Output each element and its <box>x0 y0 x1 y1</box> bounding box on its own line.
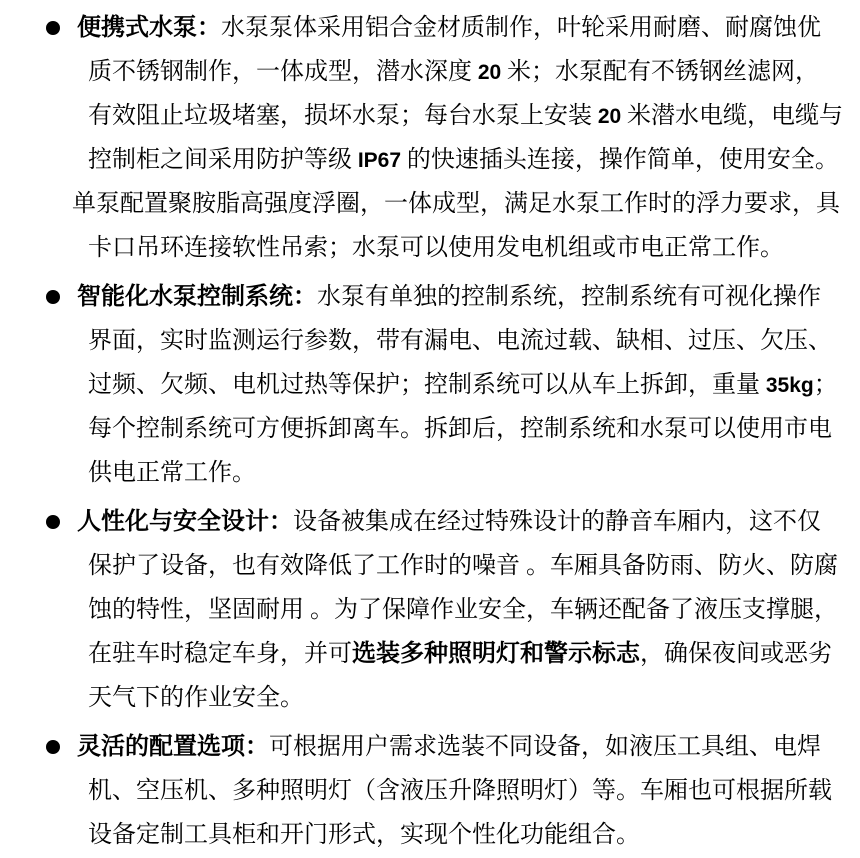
text-run: 每个控制系统可方便拆卸离车。拆卸后，控制系统和水泵可以使用市电 <box>88 416 832 442</box>
latin-text-run: IP67 <box>352 149 407 172</box>
bullet-list-item <box>72 6 844 270</box>
bold-text-run: 选装多种照明灯和警示标志 <box>352 640 640 667</box>
bold-text-run: 智能化水泵控制系统： <box>77 283 317 310</box>
text-run: 天气下的作业安全。 <box>88 685 304 711</box>
bold-text-run: 人性化与安全设计： <box>77 508 293 535</box>
text-line <box>88 226 812 270</box>
text-run: 质不锈钢制作，一体成型，潜水深度 <box>88 59 472 85</box>
latin-text-run: 20 <box>592 105 628 128</box>
text-run: 水泵泵体采用铝合金材质制作，叶轮采用耐磨、耐腐蚀优 <box>221 15 821 41</box>
text-run: 过频、欠频、电机过热等保护；控制系统可以从车上拆卸，重量 <box>88 372 760 398</box>
bullet-icon <box>46 515 60 529</box>
text-run: 可根据用户需求选装不同设备，如液压工具组、电焊 <box>269 734 821 760</box>
bullet-icon <box>46 740 60 754</box>
bullet-list <box>72 6 844 857</box>
text-line <box>88 813 812 857</box>
latin-text-run: 35kg <box>760 374 814 397</box>
text-line <box>88 94 844 138</box>
bullet-icon <box>46 21 60 35</box>
text-line <box>88 451 812 495</box>
text-line <box>88 544 838 588</box>
text-run: 机、空压机、多种照明灯（含液压升降照明灯）等。车厢也可根据所载 <box>88 778 832 804</box>
text-run: 的快速插头连接，操作简单，使用安全。 <box>406 147 839 173</box>
text-line <box>88 50 820 94</box>
text-run: 界面，实时监测运行参数，带有漏电、电流过载、缺相、过压、欠压、 <box>88 328 832 354</box>
text-line <box>77 6 821 50</box>
text-run: 设备被集成在经过特殊设计的静音车厢内，这不仅 <box>293 509 821 535</box>
text-run: 在驻车时稳定车身，并可 <box>88 641 352 667</box>
bullet-icon <box>46 290 60 304</box>
text-line <box>88 138 839 182</box>
bullet-list-item <box>77 725 832 857</box>
text-line <box>77 725 821 769</box>
text-run: 设备定制工具柜和开门形式，实现个性化功能组合。 <box>88 822 640 848</box>
text-line <box>88 632 832 676</box>
text-run: 蚀的特性，坚固耐用 。为了保障作业安全，车辆还配备了液压支撑腿， <box>88 597 838 623</box>
text-run: 水泵有单独的控制系统，控制系统有可视化操作 <box>317 284 821 310</box>
text-line <box>77 275 821 319</box>
text-run: 米；水泵配有不锈钢丝滤网， <box>507 59 820 85</box>
text-line <box>77 500 821 544</box>
text-run: 米潜水电缆，电缆与 <box>627 103 844 129</box>
text-line <box>88 363 838 407</box>
text-line <box>88 319 832 363</box>
text-run: 控制柜之间采用防护等级 <box>88 147 352 173</box>
bullet-list-item <box>77 275 838 495</box>
text-line <box>88 769 832 813</box>
bold-text-run: 便携式水泵： <box>77 14 221 41</box>
latin-text-run: 20 <box>472 61 508 84</box>
text-run: ； <box>813 372 838 398</box>
text-run: 有效阻止垃圾堵塞，损坏水泵；每台水泵上安装 <box>88 103 592 129</box>
bold-text-run: 灵活的配置选项： <box>77 733 269 760</box>
text-run: 卡口吊环连接软性吊索；水泵可以使用发电机组或市电正常工作。 <box>88 235 784 261</box>
text-line <box>88 676 812 720</box>
text-run: ，确保夜间或恶劣 <box>640 641 832 667</box>
text-line <box>72 182 840 226</box>
bullet-list-item <box>77 500 838 720</box>
text-line <box>88 407 832 451</box>
text-run: 单泵配置聚胺脂高强度浮圈，一体成型，满足水泵工作时的浮力要求，具 <box>72 191 840 217</box>
text-line <box>88 588 838 632</box>
text-run: 供电正常工作。 <box>88 460 256 486</box>
text-run: 保护了设备，也有效降低了工作时的噪音 。车厢具备防雨、防火、防腐 <box>88 553 838 579</box>
